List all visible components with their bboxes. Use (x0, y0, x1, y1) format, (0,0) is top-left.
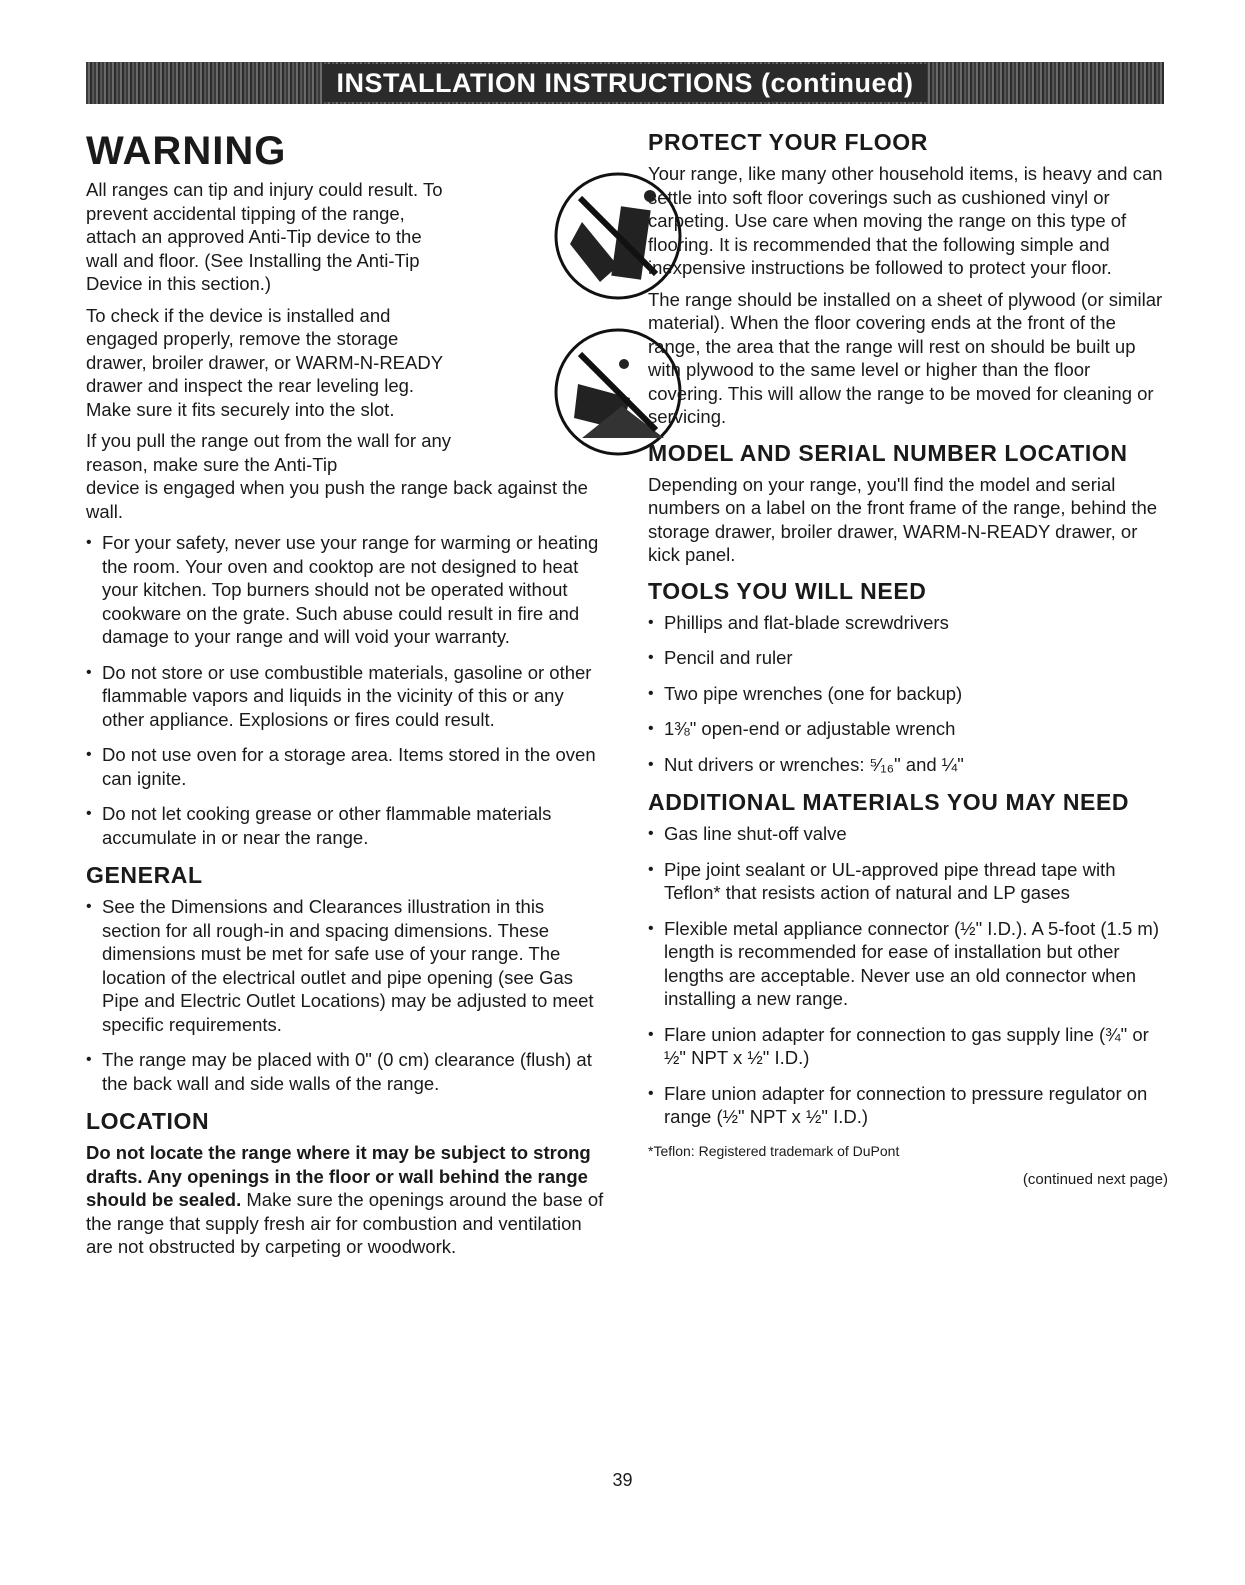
materials-section (648, 788, 1168, 1188)
model-serial-paragraph: Depending on your range, you'll find the model and serial numbers on a label on the front frame of the range, behind the storage drawer, broiler drawer, WARM-N-READY drawer, or kick panel. (648, 473, 1158, 565)
list-item: • Flare union adapter for connection to pressure regulator on range (½" NPT x ½" I.D.) (648, 1082, 1168, 1129)
list-item: • Two pipe wrenches (one for backup) (648, 682, 1168, 706)
warning-paragraph-3 (86, 429, 606, 523)
location-heading: LOCATION (86, 1108, 210, 1134)
list-item: • Gas line shut-off valve (648, 822, 1168, 846)
tools-section (648, 577, 1168, 777)
protect-paragraph-2: The range should be installed on a sheet of plywood (or similar material). When the floor covering ends at the front of the range, the area that the range will rest on should be built up with plywood to the same level or higher than the floor covering. This will allow the range to be moved for cleaning or servicing. (648, 288, 1163, 427)
general-section (86, 861, 606, 1095)
continued-note: (continued next page) (1022, 1170, 1168, 1188)
list-item: • 1⅜" open-end or adjustable wrench (648, 717, 1168, 741)
location-paragraph (86, 1141, 606, 1259)
warning-title: WARNING (86, 129, 287, 173)
list-item: • Pipe joint sealant or UL-approved pipe thread tape with Teflon* that resists action of natural and LP gases (648, 858, 1168, 905)
page-number: 39 (612, 1470, 633, 1490)
list-item: • Flare union adapter for connection to gas supply line (¾" or ½" NPT x ½" I.D.) (648, 1023, 1168, 1070)
list-item: • Flexible metal appliance connector (½" I.D.). A 5-foot (1.5 m) length is recommended for ease of installation but other lengths are acceptable. Never use an old connector when installing a new range. (648, 917, 1168, 1011)
model-serial-heading: MODEL AND SERIAL NUMBER LOCATION (648, 439, 1128, 466)
location-text: Make sure the openings around the base of the range that supply fresh air for combustion and ventilation are not obstructed by carpeting or woodwork. (86, 1189, 604, 1257)
list-item: • Do not let cooking grease or other flammable materials accumulate in or near the range. (86, 802, 606, 849)
list-item: • Phillips and flat-blade screwdrivers (648, 611, 1168, 635)
right-column (648, 128, 1168, 1188)
tools-heading: TOOLS YOU WILL NEED (648, 577, 927, 604)
materials-heading: ADDITIONAL MATERIALS YOU MAY NEED (648, 789, 1130, 815)
location-bold-text: Do not locate the range where it may be subject to strong drafts. Any openings in the floor or wall behind the range should be sealed. (86, 1142, 591, 1210)
list-item: • Do not store or use combustible materials, gasoline or other flammable vapors and liquids in the vicinity of this or any other appliance. Explosions or fires could result. (86, 661, 606, 732)
protect-paragraph-1: Your range, like many other household items, is heavy and can settle into soft floor coverings such as cushioned vinyl or carpeting. Use care when moving the range on this type of flooring. It is recommended that the following simple and inexpensive instructions be followed to protect your floor. (648, 163, 1163, 278)
protect-floor-heading: PROTECT YOUR FLOOR (648, 129, 928, 155)
banner-title: INSTALLATION INSTRUCTIONS (continued) (323, 64, 928, 102)
warning-paragraph-2: To check if the device is installed and engaged properly, remove the storage drawer, broiler drawer, or WARM-N-READY drawer and inspect the rear leveling leg. Make sure it fits securely into the slot. (86, 304, 443, 420)
section-banner (86, 62, 1164, 104)
warning-paragraph-3a: If you pull the range out from the wall for any reason, make sure the Anti-Tip (86, 430, 452, 475)
warning-paragraph-3b: device is engaged when you push the range back against the wall. (86, 477, 588, 522)
list-item: • Pencil and ruler (648, 646, 1168, 670)
list-item: • See the Dimensions and Clearances illustration in this section for all rough-in and spacing dimensions. These dimensions must be met for safe use of your range. The location of the electrical outlet and pipe opening (see Gas Pipe and Electric Outlet Locations) may be adjusted to meet specific requirements. (86, 895, 606, 1036)
list-item: • The range may be placed with 0" (0 cm) clearance (flush) at the back wall and side walls of the range. (86, 1048, 606, 1095)
protect-floor-section (648, 128, 1168, 429)
list-item: • Nut drivers or wrenches: ⁵⁄₁₆" and ¼" (648, 753, 1168, 777)
warning-bullet-list (86, 531, 606, 849)
general-heading: GENERAL (86, 862, 203, 888)
warning-paragraph-1: All ranges can tip and injury could result. To prevent accidental tipping of the range, attach an approved Anti-Tip device to the wall and floor. (See Installing the Anti-Tip Device in this section.) (86, 179, 443, 294)
list-item: • Do not use oven for a storage area. Items stored in the oven can ignite. (86, 743, 606, 790)
model-serial-section (648, 439, 1168, 567)
list-item: • For your safety, never use your range for warming or heating the room. Your oven and cooktop are not designed to heat your kitchen. Top burners should not be operated without cookware on the grate. Such abuse could result in fire and damage to your range and will void your warranty. (86, 531, 606, 649)
teflon-footnote: *Teflon: Registered trademark of DuPont (648, 1142, 900, 1159)
location-section (86, 1107, 606, 1259)
left-column (86, 128, 606, 1267)
